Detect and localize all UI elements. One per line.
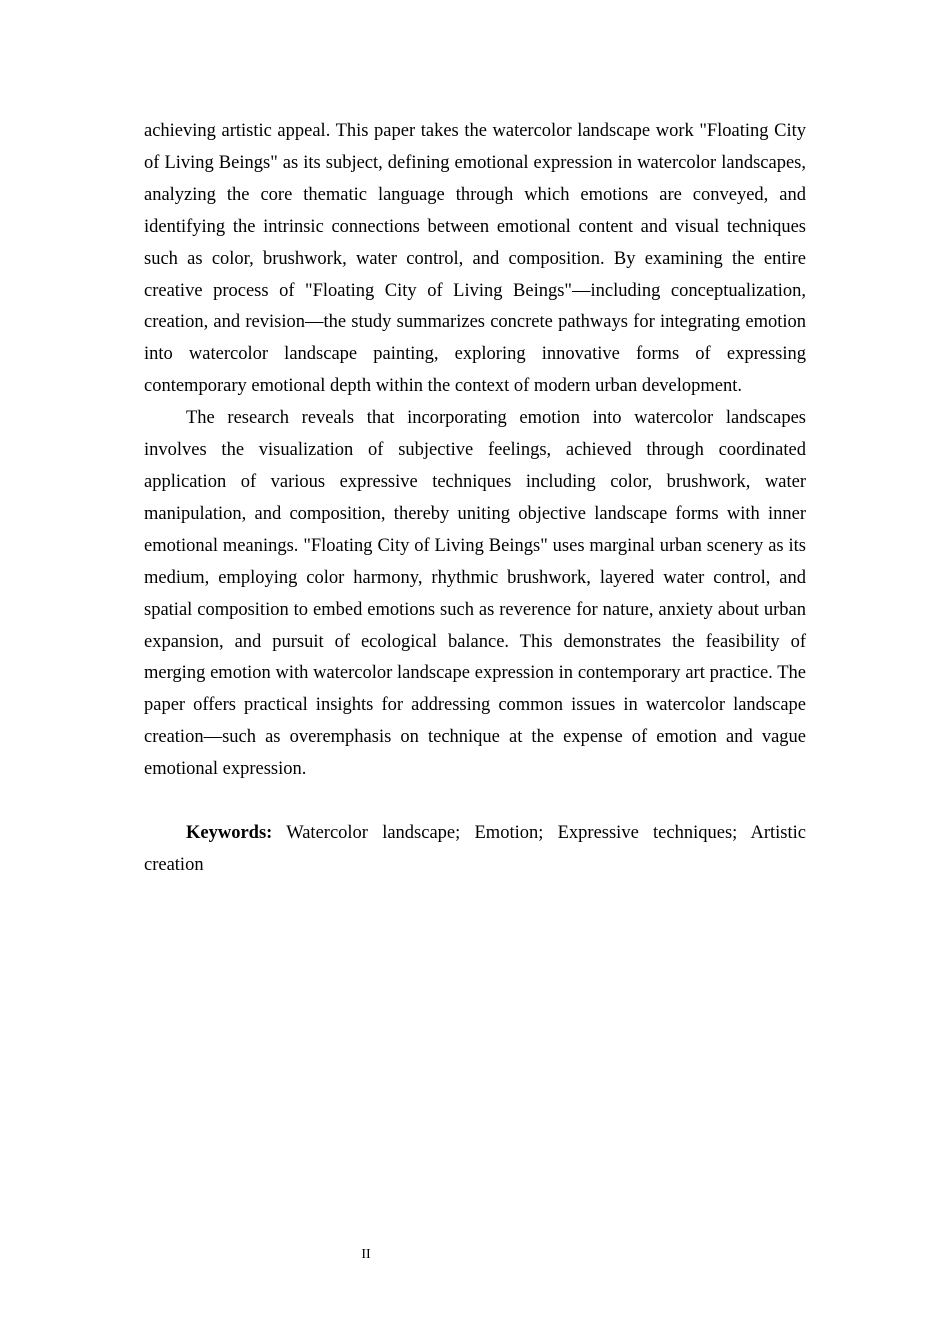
abstract-paragraph-1: achieving artistic appeal. This paper takes the watercolor landscape work "Floating City of Living Beings" as its subject, defining emotional expression in watercolor landscapes, analyzing the core thematic language through which emotions are conveyed, and identifying the intrinsic connections between emotional content and visual techniques such as color, brushwork, water control, and composition. By examining the entire creative process of "Floating City of Living Beings"—including conceptualization, creation, and revision—the study summarizes concrete pathways for integrating emotion into watercolor landscape painting, exploring innovative forms of expressing contemporary emotional depth within the context of modern urban development. bbox=[144, 121, 806, 397]
abstract-body bbox=[144, 116, 806, 882]
keywords-paragraph bbox=[144, 818, 806, 882]
abstract-paragraph-2: The research reveals that incorporating emotion into watercolor landscapes involves the visualization of subjective feelings, achieved through coordinated application of various expressive techniques including color, brushwork, water manipulation, and composition, thereby uniting objective landscape forms with inner emotional meanings. "Floating City of Living Beings" uses marginal urban scenery as its medium, employing color harmony, rhythmic brushwork, layered water control, and spatial composition to embed emotions such as reverence for nature, anxiety about urban expansion, and pursuit of ecological balance. This demonstrates the feasibility of merging emotion with watercolor landscape expression in contemporary art practice. The paper offers practical insights for addressing common issues in watercolor landscape creation—such as overemphasis on technique at the expense of emotion and vague emotional expression. bbox=[144, 408, 806, 780]
keywords-label: Keywords: bbox=[186, 823, 273, 844]
page-number: II bbox=[361, 1247, 371, 1262]
keywords-text: Watercolor landscape; Emotion; Expressive techniques; Artistic creation bbox=[144, 823, 806, 875]
